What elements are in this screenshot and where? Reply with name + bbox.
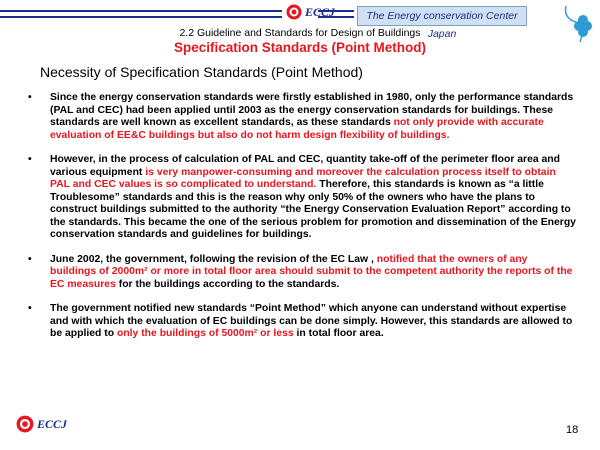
slide-subtitle: 2.2 Guideline and Standards for Design of Buildings [179,27,421,39]
section-heading: Necessity of Specification Standards (Point Method) [40,64,363,80]
bullet-marker: • [28,303,32,314]
body-text: June 2002, the government, following the revision of the EC Law , [50,253,377,265]
logo-text: ECCJ [37,416,68,431]
bullet-marker: • [28,253,32,265]
body-text: in total floor area. [293,328,384,339]
eccj-logo-footer [16,415,67,433]
bullet-list [28,92,576,353]
logo-text: ECCJ [305,4,336,19]
highlighted-text: is very manpower-consuming and moreover the calculation process itself to obtain PAL and CEC values is so complicated to understand. [50,166,556,190]
bullet-marker: • [28,154,32,165]
eccj-emblem-icon [286,4,302,20]
eccj-logo-header [286,4,335,20]
organization-name-box: The Energy conservation Center Japan [357,6,527,26]
bullet-item [28,254,576,292]
body-text: The government notified new standards “Point Method” which anyone can understand without expertise and with which the evaluation of EC buildings can be done simply. However, this standards are allowed to be applied to [50,303,573,339]
body-text: Since the energy conservation standards were firstly established in 1980, only the performance standards (PAL and CEC) had been applied until 2003 as the energy conservation standards for buildings. These standards are well known as excellent standards, as these standards [50,92,574,128]
bullet-marker: • [28,92,32,103]
eccj-emblem-icon [16,415,34,433]
slide-title: Specification Standards (Point Method) [173,40,426,55]
highlighted-text: only the buildings of 5000m² or less [116,328,294,339]
bullet-item [28,303,576,341]
page-number: 18 [566,424,579,436]
body-text: for the buildings according to the standards. [115,278,340,290]
bullet-item [28,154,576,242]
header-rule-left [0,10,282,18]
body-text: However, in the process of calculation of PAL and CEC, quantity take-off of the perimeter floor area and various equipment [50,154,561,178]
highlighted-text: notified that the owners of any buildings of 2000m² or more in total floor area should submit to the competent authority the reports of the EC measures [50,253,573,290]
body-text: Therefore, this standards is known as “a little Troublesome” standards and this is the reason why only 50% of the owners who have the plans to construct buildings submitted to the authority “the Energy Conservation Evaluation Report” according to the standards. This became the one of the serious problem for promotion and dissemination of the Energy conservation standards and guidelines for buildings. [50,179,576,240]
highlighted-text: not only provide with accurate evaluation of EE&C buildings but also do not harm design flexibility of buildings. [50,117,544,141]
bullet-item [28,92,576,142]
